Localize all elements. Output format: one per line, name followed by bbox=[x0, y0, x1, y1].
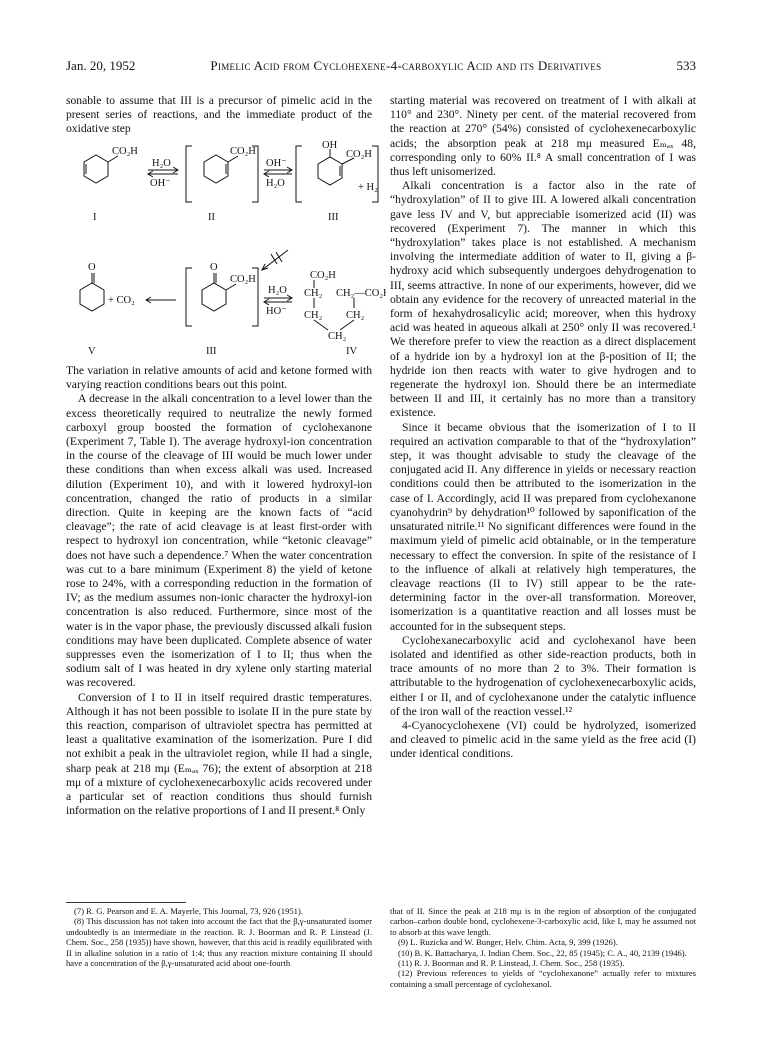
reaction-scheme bbox=[66, 140, 386, 358]
page-header bbox=[66, 58, 696, 78]
ring-i bbox=[84, 155, 108, 183]
label-h2o-mid: H₂O bbox=[266, 178, 285, 189]
right-para-1: starting material was recovered on treatment of I with alkali at 110° and 230°. Ninety per cent. of the material recovered from the reaction at 270° (54%) consisted of cyclohexenecarboxylic acids; the absorption peak at 218 mμ measured Eₘₐₓ 48, corresponding only to 60% II.⁸ A small concentration of I was thus left unisomerized. bbox=[390, 94, 696, 179]
footnotes-left bbox=[66, 906, 372, 968]
label-compound-i: I bbox=[93, 212, 97, 223]
left-para-2: A decrease in the alkali concentration to a level lower than the excess theoretically required to neutralize the newly formed carboxyl group boosted the formation of cyclohexanone (Experiment 7, Table I). The average hydroxyl-ion concentration in the course of the cleavage of III would be much lower under these conditions than when excess alkali was used. Increased dilution (Experiment 10), and with it lowered hydroxyl-ion concentration, changed the ratio of products in a similar direction. Quite in keeping are the known facts of “acid cleavage”; the rate of acid cleavage is at least first-order with respect to hydroxyl ion concentration, while “ketonic cleavage” does not have such a dependence.⁷ When the water concentration was cut to a bare minimum (Experiment 8) the yield of ketone rose to 24%, with a corresponding reduction in the formation of IV; as the medium assumes non-ionic character the hydroxyl-ion concentration is also reduced. Furthermore, since most of the water is in the vapor phase, the previously discussed alkali fusion conditions may have been duplicated. Complete absence of water suppresses even the isomerization of I to II; thus when the sodium salt of I was heated in dry xylene only starting material was recovered. bbox=[66, 392, 372, 690]
header-page-number: 533 bbox=[676, 58, 696, 73]
footnote-11: (11) R. J. Boorman and R. P. Linstead, J. Chem. Soc., 258 (1935). bbox=[398, 958, 625, 969]
label-oh-top: OH⁻ bbox=[150, 178, 171, 189]
header-title: Pimelic Acid from Cyclohexene-4-carboxylic Acid and its Derivatives bbox=[210, 58, 602, 73]
left-column-top bbox=[66, 94, 372, 137]
header-date: Jan. 20, 1952 bbox=[66, 58, 136, 73]
label-compound-ii: II bbox=[208, 212, 215, 223]
label-ch2-c: CH₂ bbox=[346, 310, 365, 321]
label-compound-iv: IV bbox=[346, 346, 358, 357]
footnote-rule bbox=[66, 902, 186, 903]
left-intro-text: sonable to assume that III is a precursor of pimelic acid in the present series of reactions, and the immediate product of the oxidative step bbox=[66, 94, 372, 136]
left-column-body bbox=[66, 364, 372, 819]
label-o-iii: O bbox=[210, 262, 218, 273]
label-co2h-ii: CO₂H bbox=[230, 146, 256, 157]
ring-v bbox=[80, 283, 104, 311]
label-co2h-iii: CO₂H bbox=[346, 149, 372, 160]
footnote-12: (12) Previous references to yields of “cyclohexanone” actually refer to mixtures containing a small percentage of cyclohexanol. bbox=[390, 968, 696, 989]
footnote-7: (7) R. G. Pearson and E. A. Mayerle, This Journal, 73, 926 (1951). bbox=[74, 906, 303, 916]
footnotes-right bbox=[390, 906, 696, 989]
footnote-9: (9) L. Ruzicka and W. Bunger, Helv. Chim. Acta, 9, 399 (1926). bbox=[398, 937, 618, 948]
label-ch2-a: CH₂ bbox=[304, 288, 323, 299]
label-ch2-co2h: CH₂—CO₂H bbox=[336, 288, 386, 299]
label-h2o-top: H₂O bbox=[152, 158, 171, 169]
ring-ii bbox=[204, 155, 228, 183]
label-oh-mid: OH⁻ bbox=[266, 158, 287, 169]
left-para-3: Conversion of I to II in itself required drastic temperatures. Although it has not been possible to isolate II in the pure state by this reaction, comparison of ultraviolet spectra has permitted at least a qualitative examination of the isomerization. Pure I did not exhibit a peak in the ultraviolet region, while II had a single, sharp peak at 218 mμ (Eₘₐₓ 76); the extent of absorption at 218 mμ of a mixture of cyclohexenecarboxylic acids recovered under a particular set of reaction conditions thus should furnish information on the relative proportions of I and II present.⁸ Only bbox=[66, 690, 372, 818]
label-ch2-b: CH₂ bbox=[304, 310, 323, 321]
right-para-2: Alkali concentration is a factor also in the rate of “hydroxylation” of II to give III. A lowered alkali concentration gave less IV and V, but appreciable isomerized acid (II) was recovered (Experiment 7). The manner in which this “hydroxylation” takes place is not established. A mechanism involving the intermediate addition of water to II, giving a β-hydroxy acid which subsequently undergoes dehydrogenation to III, seems attractive. In none of our experiments, however, did we obtain any evidence for the recovery of unreacted material in the form of hexahydrosalicylic acid; moreover, when this hydroxy acid was heated in aqueous alkali at 250° only II was recovered.¹ We therefore prefer to view the reaction as a direct displacement of a hydride ion by a hydroxyl ion at the β-position of II; the hydride ion then reacts with water to give hydrogen and to regenerate the hydroxyl ion. Should there be an intermediate between II and III, it certainly has no more than a transitory existence. bbox=[390, 179, 696, 420]
right-para-4: Cyclohexanecarboxylic acid and cyclohexanol have been isolated and identified as other side-reaction products, both in trace amounts of no more than 2 to 3%. Their formation is attributable to the hydrogenation of cyclohexenecarboxylic acids, either I or II, and of cyclohexanone under the catalytic influence of the iron wall of the reaction vessel.¹² bbox=[390, 633, 696, 718]
footnote-10: (10) B. K. Battacharya, J. Indian Chem. Soc., 22, 85 (1945); C. A., 40, 2139 (1946). bbox=[398, 947, 687, 958]
ring-iii bbox=[318, 157, 342, 185]
left-para-1: The variation in relative amounts of acid and ketone formed with varying reaction conditions bears out this point. bbox=[66, 364, 372, 392]
label-compound-iii: III bbox=[328, 212, 339, 223]
label-co2h-iv: CO₂H bbox=[310, 270, 336, 281]
label-oh-iii: OH bbox=[322, 140, 338, 151]
label-o-v: O bbox=[88, 262, 96, 273]
right-column-body bbox=[390, 94, 696, 762]
label-co2h-iii-b: CO₂H bbox=[230, 274, 256, 285]
reaction-scheme-svg bbox=[66, 140, 386, 358]
label-h2o-bot: H₂O bbox=[268, 285, 287, 296]
label-ch2-d: CH₂ bbox=[328, 331, 347, 342]
label-compound-iii-b: III bbox=[206, 346, 217, 357]
ring-iii-bottom bbox=[202, 283, 226, 311]
label-co2h-i: CO₂H bbox=[112, 146, 138, 157]
footnote-8: (8) This discussion has not taken into account the fact that the β,γ-unsaturated isomer undoubtedly is an intermediate in the reaction. R. J. Boorman and R. P. Linstead (J. Chem. Soc., 258 (1935)) have shown, however, that this acid is readily equilibrated with II in alkaline solution in a ratio of 1:4; thus any reaction mixture containing II should have a concentration of the β,γ-unsaturated acid about one-fourth bbox=[66, 916, 372, 969]
label-plus-co2: + CO₂ bbox=[108, 295, 135, 306]
right-para-3: Since it became obvious that the isomerization of I to II required an activation comparable to that of the “hydroxylation” step, it was thought advisable to study the cleavage of the conjugated acid II. Any difference in yields or necessary reaction conditions could then be attributed to the isomerization in the case of I. Accordingly, acid II was prepared from cyclohexanone cyanohydrin⁹ by dehydration¹⁰ followed by saponification of the unsaturated nitrile.¹¹ No significant differences were found in the maximum yield of pimelic acid obtainable, or in the temperature necessary to effect the conversion. In spite of the resistance of I to the influence of alkali at relatively high temperatures, the cleavage reactions (II to IV) still appear to be the rate-determining factor in the over-all transformation. Moreover, isomerization is a quantitative reaction and all losses must be accounted for in the subsequent steps. bbox=[390, 420, 696, 633]
right-para-5: 4-Cyanocyclohexene (VI) could be hydrolyzed, isomerized and cleaved to pimelic acid in the same yield as the free acid (I) under identical conditions. bbox=[390, 718, 696, 761]
label-ho-minus: HO⁻ bbox=[266, 306, 287, 317]
label-compound-v: V bbox=[88, 346, 96, 357]
footnote-8-cont: that of II. Since the peak at 218 mμ is in the region of absorption of the conjugated carbon–carbon double bond, cyclohexene-3-carboxylic acid, like I, may be assumed not to absorb at this wave length. bbox=[390, 906, 696, 937]
label-plus-h2: + H₂ bbox=[358, 182, 378, 193]
